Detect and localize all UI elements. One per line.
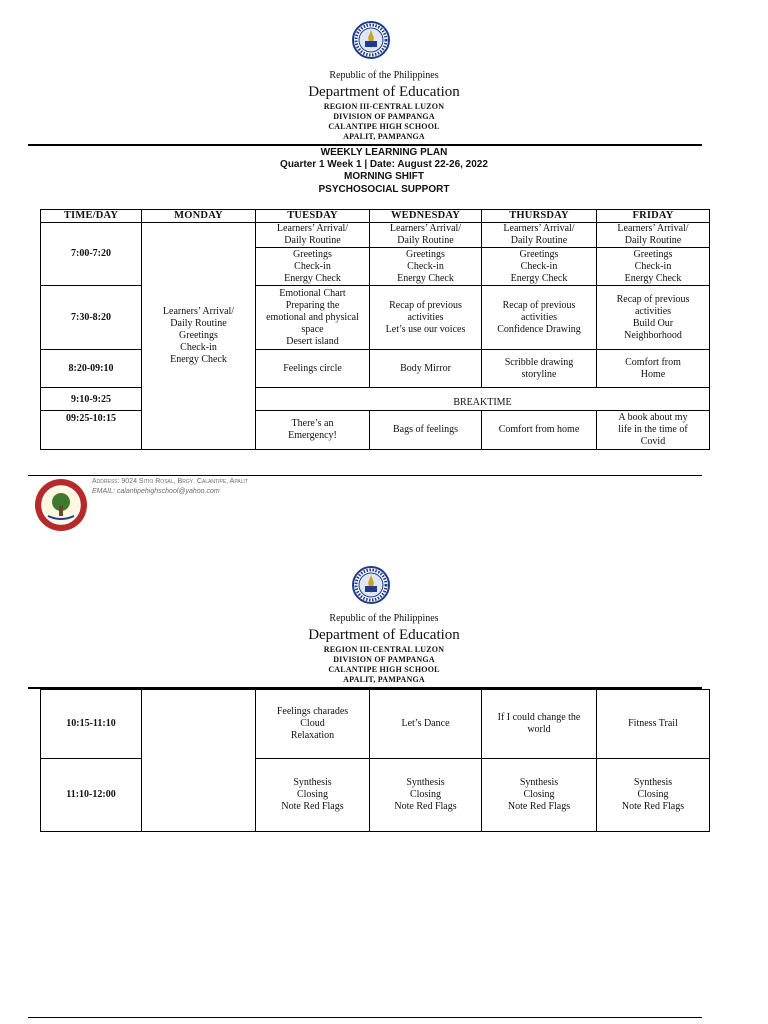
- activity-cell: [370, 411, 482, 450]
- cell-line: Energy Check: [170, 354, 227, 365]
- activity-cell: [482, 411, 597, 450]
- cell-line: Greetings: [633, 248, 673, 260]
- cell-line: Covid: [640, 436, 666, 447]
- cell-line: Recap of previous: [616, 293, 690, 305]
- cell-line: Note Red Flags: [507, 801, 571, 812]
- activity-cell: [482, 223, 597, 248]
- cell-line: Desert island: [286, 335, 339, 347]
- cell-line: Daily Routine: [170, 318, 227, 329]
- time-cell: 7:00-7:20: [41, 223, 142, 286]
- weekly-plan-table-continued: [40, 689, 710, 832]
- region-line: REGION III-CENTRAL LUZON: [323, 102, 445, 111]
- activity-cell: [256, 350, 370, 388]
- header-time-day: TIME/DAY: [41, 210, 142, 223]
- cell-line: storyline: [521, 368, 557, 380]
- cell-line: Learners’ Arrival/: [503, 223, 575, 234]
- cell-line: Synthesis: [519, 777, 559, 788]
- activity-cell: [370, 350, 482, 388]
- plan-shift: MORNING SHIFT: [344, 171, 424, 182]
- cell-line: space: [301, 323, 324, 335]
- cell-line: Comfort from: [625, 356, 681, 368]
- cell-line: Synthesis: [293, 777, 332, 788]
- plan-subject: PSYCHOSOCIAL SUPPORT: [318, 184, 450, 195]
- activity-cell: [482, 690, 597, 759]
- activity-cell: [597, 350, 710, 388]
- cell-line: Build Our: [632, 317, 674, 329]
- activity-cell: [597, 248, 710, 286]
- cell-line: Daily Routine: [624, 235, 682, 246]
- table-row: [41, 411, 710, 450]
- deped-seal-icon: [352, 18, 390, 64]
- activity-cell: [482, 350, 597, 388]
- activity-cell: [256, 759, 370, 832]
- cell-line: Daily Routine: [397, 235, 454, 246]
- cell-line: Daily Routine: [510, 235, 568, 246]
- activity-cell: [482, 248, 597, 286]
- activity-cell: [370, 248, 482, 286]
- table-row: [41, 350, 710, 388]
- cell-line: Learners’ Arrival/: [389, 223, 462, 234]
- cell-line: Check-in: [520, 260, 558, 272]
- activity-cell: [370, 759, 482, 832]
- cell-line: Recap of previous: [389, 299, 462, 311]
- cell-line: Fitness Trail: [628, 718, 678, 729]
- cell-line: life in the time of: [618, 424, 688, 435]
- cell-line: Check-in: [294, 260, 331, 272]
- cell-line: Energy Check: [397, 272, 454, 284]
- region-line: REGION III-CENTRAL LUZON: [323, 645, 445, 654]
- cell-line: Let’s use our voices: [385, 323, 466, 335]
- town-line: APALIT, PAMPANGA: [343, 675, 425, 684]
- activity-cell: [597, 690, 710, 759]
- cell-line: Scribble drawing: [504, 356, 574, 368]
- activity-cell: [370, 223, 482, 248]
- school-line: CALANTIPE HIGH SCHOOL: [328, 665, 440, 674]
- activity-cell: [256, 411, 370, 450]
- cell-line: Closing: [637, 789, 669, 800]
- cell-line: Feelings charades: [276, 706, 349, 717]
- school-email: EMAIL: calantipehighschool@yahoo.com: [92, 488, 220, 495]
- cell-line: Greetings: [293, 248, 332, 260]
- monday-empty-cell: [142, 690, 256, 832]
- cell-line: Let’s Dance: [401, 718, 450, 729]
- activity-cell: [597, 286, 710, 350]
- cell-line: Emotional Chart: [279, 287, 346, 299]
- cell-line: Daily Routine: [284, 235, 341, 246]
- cell-line: Relaxation: [290, 730, 335, 741]
- activity-cell: [597, 759, 710, 832]
- cell-line: Emergency!: [288, 430, 337, 441]
- weekly-plan-table: [40, 209, 710, 450]
- cell-line: Synthesis: [633, 777, 673, 788]
- activity-cell: [597, 223, 710, 248]
- activity-cell: [256, 248, 370, 286]
- cell-line: Comfort from home: [498, 424, 580, 435]
- cell-line: Energy Check: [624, 272, 682, 284]
- time-cell: 8:20-09:10: [41, 350, 142, 388]
- activity-cell: [482, 759, 597, 832]
- cell-line: Energy Check: [284, 272, 341, 284]
- plan-title: WEEKLY LEARNING PLAN: [320, 147, 448, 158]
- activity-cell: [256, 223, 370, 248]
- town-line: APALIT, PAMPANGA: [343, 132, 425, 141]
- table-row: [41, 286, 710, 350]
- footer-divider: [28, 475, 702, 476]
- cell-line: Closing: [523, 789, 555, 800]
- activity-cell: [597, 411, 710, 450]
- table-row: [41, 388, 710, 401]
- activity-cell: [256, 286, 370, 350]
- monday-routine-cell: [142, 223, 256, 450]
- time-cell: 10:15-11:10: [41, 690, 142, 759]
- table-row: [41, 223, 710, 248]
- cell-line: Check-in: [180, 342, 217, 353]
- activity-cell: [256, 690, 370, 759]
- cell-line: Greetings: [406, 248, 445, 260]
- time-cell: 09:25-10:15: [41, 411, 142, 450]
- cell-line: activities: [407, 311, 444, 323]
- department-title: Department of Education: [308, 627, 460, 643]
- division-line: DIVISION OF PAMPANGA: [333, 655, 435, 664]
- cell-line: Closing: [409, 789, 442, 800]
- footer-divider: [28, 1017, 702, 1018]
- cell-line: Note Red Flags: [394, 801, 457, 812]
- cell-line: Bags of feelings: [393, 424, 458, 435]
- cell-line: Learners’ Arrival/: [162, 306, 235, 317]
- school-address: Address: 9024 Sitio Rosal, Brgy. Calantipe, Apalit: [92, 478, 248, 485]
- header-tuesday: TUESDAY: [256, 210, 370, 223]
- activity-cell: [370, 690, 482, 759]
- republic-line: Republic of the Philippines: [329, 70, 439, 81]
- school-line: CALANTIPE HIGH SCHOOL: [328, 122, 440, 131]
- activity-cell: [482, 286, 597, 350]
- division-line: DIVISION OF PAMPANGA: [333, 112, 435, 121]
- cell-line: Feelings circle: [283, 362, 342, 374]
- cell-line: Check-in: [407, 260, 444, 272]
- table-row: [41, 690, 710, 759]
- table-row: [41, 759, 710, 832]
- cell-line: There’s an: [291, 418, 334, 429]
- header-wednesday: WEDNESDAY: [370, 210, 482, 223]
- breaktime-cell: BREAKTIME: [256, 388, 710, 411]
- cell-line: Neighborhood: [624, 329, 682, 341]
- cell-line: Energy Check: [510, 272, 568, 284]
- header-friday: FRIDAY: [597, 210, 710, 223]
- time-cell: 11:10-12:00: [41, 759, 142, 832]
- plan-quarter-date: Quarter 1 Week 1 | Date: August 22-26, 2022: [280, 159, 488, 170]
- cell-line: Check-in: [634, 260, 672, 272]
- header-divider: [28, 144, 702, 146]
- cell-line: activities: [634, 305, 672, 317]
- school-logo-icon: [34, 478, 88, 532]
- cell-line: Learners’ Arrival/: [617, 223, 689, 234]
- cell-line: Greetings: [179, 330, 218, 341]
- time-cell: 7:30-8:20: [41, 286, 142, 350]
- cell-line: Closing: [296, 789, 329, 800]
- cell-line: activities: [520, 311, 558, 323]
- cell-line: Home: [640, 368, 666, 380]
- cell-line: Cloud: [300, 718, 325, 729]
- cell-line: Recap of previous: [502, 299, 576, 311]
- cell-line: A book about my: [618, 412, 688, 423]
- cell-line: Synthesis: [406, 777, 445, 788]
- time-cell: 9:10-9:25: [41, 388, 142, 411]
- table-header-row: [41, 210, 710, 223]
- cell-line: Greetings: [519, 248, 559, 260]
- republic-line: Republic of the Philippines: [329, 613, 439, 624]
- department-title: Department of Education: [308, 84, 460, 100]
- activity-cell: [370, 286, 482, 350]
- cell-line: Body Mirror: [400, 362, 451, 374]
- cell-line: Confidence Drawing: [497, 323, 581, 335]
- cell-line: emotional and physical: [266, 311, 359, 323]
- cell-line: If I could change the: [497, 712, 581, 723]
- deped-seal-icon: [352, 563, 390, 609]
- cell-line: Note Red Flags: [621, 801, 685, 812]
- header-thursday: THURSDAY: [482, 210, 597, 223]
- header-monday: MONDAY: [142, 210, 256, 223]
- cell-line: Preparing the: [285, 299, 340, 311]
- cell-line: world: [527, 724, 551, 735]
- cell-line: Note Red Flags: [281, 801, 344, 812]
- cell-line: Learners’ Arrival/: [276, 223, 349, 234]
